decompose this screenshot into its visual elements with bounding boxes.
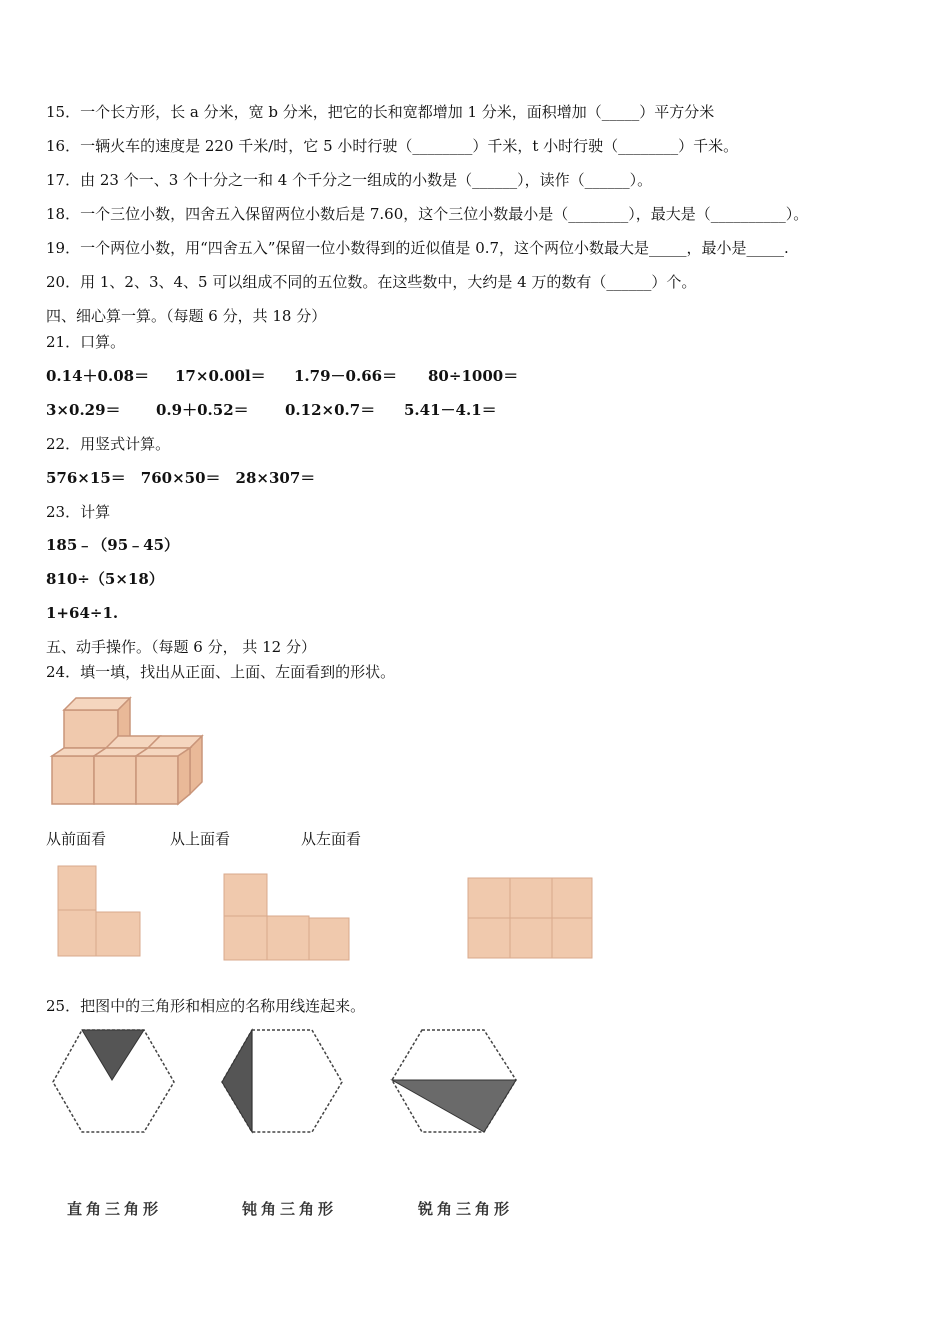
calc-item: 1.79－0.66＝ bbox=[294, 367, 398, 385]
question-15: 15．一个长方形，长 a 分米，宽 b 分米，把它的长和宽都增加 1 分米，面积增加（_____）平方分米 bbox=[46, 103, 715, 121]
view-label-left: 从左面看 bbox=[301, 830, 362, 848]
hexagon-figure-3 bbox=[388, 1026, 520, 1136]
question-24-title: 24．填一填，找出从正面、上面、左面看到的形状。 bbox=[46, 663, 396, 681]
question-16: 16．一辆火车的速度是 220 千米/时，它 5 小时行驶（________）千米，t 小时行驶（________）千米。 bbox=[46, 137, 739, 155]
question-22-title: 22．用竖式计算。 bbox=[46, 435, 171, 453]
calc-item: 0.14＋0.08＝ bbox=[46, 367, 150, 385]
section-4-title: 四、细心算一算。（每题 6 分，共 18 分） bbox=[46, 307, 327, 325]
view-shape-1 bbox=[56, 864, 146, 960]
view-shape-3 bbox=[466, 876, 596, 962]
question-22-items: 576×15＝ 760×50＝ 28×307＝ bbox=[46, 469, 316, 487]
calc-item: 17×0.00l＝ bbox=[175, 367, 266, 385]
question-17: 17．由 23 个一、3 个十分之一和 4 个千分之一组成的小数是（______），读作（______）。 bbox=[46, 171, 653, 189]
calc-item: 0.12×0.7＝ bbox=[285, 401, 376, 419]
view-label-front: 从前面看 bbox=[46, 830, 107, 848]
section-5-title: 五、动手操作。（每题 6 分， 共 12 分） bbox=[46, 638, 316, 656]
calc-item: 5.41－4.1＝ bbox=[404, 401, 497, 419]
calc-item: 80÷1000＝ bbox=[428, 367, 519, 385]
question-23-item: 810÷（5×18） bbox=[46, 570, 164, 588]
question-25-title: 25．把图中的三角形和相应的名称用线连起来。 bbox=[46, 997, 366, 1015]
question-20: 20．用 1、2、3、4、5 可以组成不同的五位数。在这些数中，大约是 4 万的数有（______）个。 bbox=[46, 273, 697, 291]
question-23-title: 23．计算 bbox=[46, 503, 111, 521]
view-shape-2 bbox=[222, 872, 354, 964]
triangle-label-obtuse: 钝角三角形 bbox=[242, 1200, 338, 1218]
view-label-top: 从上面看 bbox=[170, 830, 231, 848]
calc-item: 0.9＋0.52＝ bbox=[156, 401, 249, 419]
triangle-label-acute: 锐角三角形 bbox=[418, 1200, 514, 1218]
triangle-label-right: 直角三角形 bbox=[67, 1200, 163, 1218]
question-23-item: 1+64÷1. bbox=[46, 604, 119, 622]
question-18: 18．一个三位小数，四舍五入保留两位小数后是 7.60，这个三位小数最小是（________），最大是（__________）。 bbox=[46, 205, 809, 223]
question-23-item: 185﹣（95﹣45） bbox=[46, 536, 180, 554]
calc-item: 3×0.29＝ bbox=[46, 401, 121, 419]
question-21-title: 21．口算。 bbox=[46, 333, 126, 351]
question-19: 19．一个两位小数，用“四舍五入”保留一位小数得到的近似值是 0.7，这个两位小数最大是_____，最小是_____. bbox=[46, 239, 789, 257]
cube-stack-figure bbox=[48, 696, 208, 808]
hexagon-figure-2 bbox=[218, 1026, 346, 1136]
hexagon-figure-1 bbox=[50, 1026, 178, 1136]
